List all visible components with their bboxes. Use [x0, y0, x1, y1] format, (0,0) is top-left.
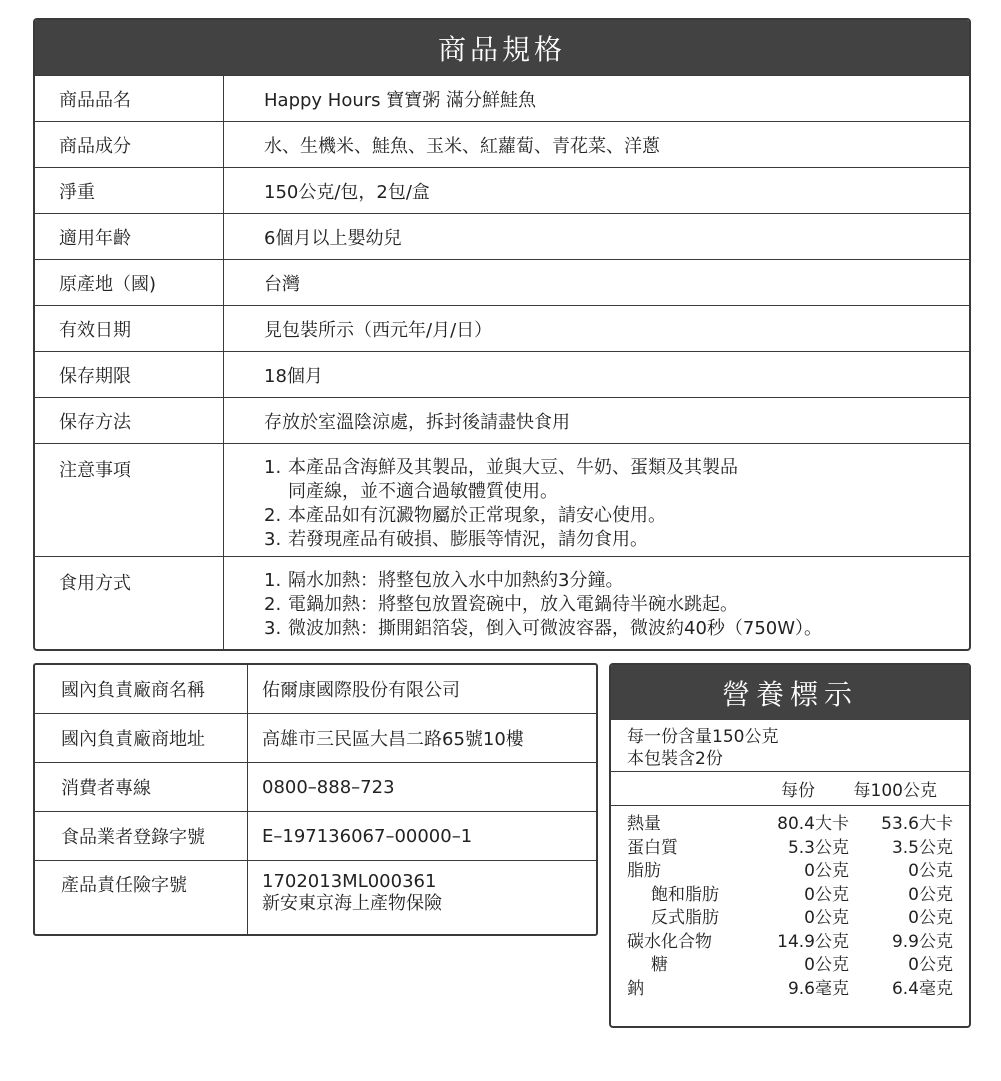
spec-label: 注意事項	[35, 444, 224, 556]
spec-row-age	[35, 213, 969, 259]
nutrition-serving-info	[611, 720, 969, 772]
nutrition-rows	[611, 806, 969, 998]
spec-value: 水、生機米、鮭魚、玉米、紅蘿蔔、青花菜、洋蔥	[264, 135, 660, 157]
list-number: 3.	[264, 618, 282, 639]
per-serving-value: 0公克	[804, 884, 849, 905]
list-text: 隔水加熱：將整包放入水中加熱約3分鐘。	[288, 570, 624, 591]
notes-list	[224, 444, 969, 556]
spec-table	[33, 18, 971, 651]
nutrition-row	[611, 881, 969, 905]
spec-label: 食用方式	[35, 557, 224, 649]
importer-table	[33, 663, 598, 936]
spec-value: Happy Hours 寶寶粥 滿分鮮鮭魚	[264, 89, 536, 111]
importer-row-name	[35, 665, 596, 713]
spec-row-usage	[35, 556, 969, 649]
spec-value: 18個月	[264, 365, 323, 387]
nutrition-title: 營養標示	[611, 665, 969, 720]
list-text: 微波加熱：撕開鋁箔袋，倒入可微波容器，微波約40秒（750W）。	[288, 618, 823, 639]
list-number: 1.	[264, 457, 282, 478]
per-100g-value: 0公克	[908, 861, 953, 882]
nutrition-row	[611, 810, 969, 834]
column-per-100g: 每100公克	[853, 781, 937, 801]
nutrient-name: 脂肪	[627, 861, 661, 882]
list-number: 3.	[264, 529, 282, 550]
spec-label: 適用年齡	[35, 214, 224, 259]
importer-value	[248, 861, 596, 934]
list-number: 1.	[264, 570, 282, 591]
insurance-company: 新安東京海上產物保險	[262, 893, 442, 914]
spec-value: 見包裝所示（西元年/月/日）	[264, 319, 493, 341]
list-item	[264, 528, 738, 552]
importer-row-address	[35, 713, 596, 762]
list-text: 若發現產品有破損、膨脹等情況，請勿食用。	[288, 529, 648, 550]
serving-size: 每一份含量150公克	[627, 727, 779, 747]
per-serving-value: 14.9公克	[777, 931, 849, 952]
servings-per-pack: 本包裝含2份	[627, 749, 723, 769]
spec-value: 6個月以上嬰幼兒	[264, 227, 402, 249]
nutrient-name: 熱量	[627, 814, 661, 835]
spec-value: 150公克/包，2包/盒	[264, 181, 430, 203]
list-item	[264, 569, 822, 593]
per-100g-value: 9.9公克	[891, 931, 953, 952]
insurance-number: 1702013ML000361	[262, 871, 437, 892]
spec-label: 有效日期	[35, 306, 224, 351]
spec-row-expiry	[35, 305, 969, 351]
nutrition-column-headers	[611, 772, 969, 806]
importer-label: 消費者專線	[35, 763, 248, 811]
list-item	[264, 504, 738, 528]
nutrient-name: 鈉	[627, 978, 644, 999]
nutrient-name: 飽和脂肪	[651, 884, 719, 905]
nutrient-name: 碳水化合物	[627, 931, 712, 952]
nutrition-row	[611, 975, 969, 999]
importer-label: 食品業者登錄字號	[35, 812, 248, 860]
list-number: 2.	[264, 505, 282, 526]
spec-value: 台灣	[264, 273, 300, 295]
nutrition-row	[611, 928, 969, 952]
nutrient-name: 糖	[651, 955, 668, 976]
spec-row-notes	[35, 443, 969, 556]
column-per-serving: 每份	[781, 781, 815, 801]
spec-row-storage	[35, 397, 969, 443]
spec-label: 原產地（國)	[35, 260, 224, 305]
spec-row-name	[35, 75, 969, 121]
per-100g-value: 0公克	[908, 884, 953, 905]
importer-label: 國內負責廠商名稱	[35, 665, 248, 713]
per-100g-value: 3.5公克	[891, 837, 953, 858]
per-serving-value: 0公克	[804, 908, 849, 929]
per-100g-value: 0公克	[908, 908, 953, 929]
nutrition-row	[611, 834, 969, 858]
spec-label: 商品品名	[35, 76, 224, 121]
spec-title: 商品規格	[35, 20, 969, 75]
spec-label: 保存期限	[35, 352, 224, 397]
spec-label: 淨重	[35, 168, 224, 213]
list-text: 本產品如有沉澱物屬於正常現象，請安心使用。	[288, 505, 666, 526]
nutrient-name: 反式脂肪	[651, 908, 719, 929]
nutrient-name: 蛋白質	[627, 837, 678, 858]
importer-row-registration	[35, 811, 596, 860]
spec-row-shelf-life	[35, 351, 969, 397]
nutrition-row	[611, 857, 969, 881]
notes-block	[264, 456, 738, 552]
per-serving-value: 9.6毫克	[787, 978, 849, 999]
spec-row-origin	[35, 259, 969, 305]
nutrition-row	[611, 904, 969, 928]
list-number: 2.	[264, 594, 282, 615]
importer-row-hotline	[35, 762, 596, 811]
spec-label: 商品成分	[35, 122, 224, 167]
per-100g-value: 6.4毫克	[891, 978, 953, 999]
importer-label: 國內負責廠商地址	[35, 714, 248, 762]
per-serving-value: 80.4大卡	[777, 814, 849, 835]
per-serving-value: 0公克	[804, 861, 849, 882]
list-text: 同產線，並不適合過敏體質使用。	[288, 481, 558, 502]
importer-value: E–197136067–00000–1	[262, 825, 473, 847]
importer-label: 產品責任險字號	[35, 861, 248, 934]
nutrition-row	[611, 951, 969, 975]
importer-value: 高雄市三民區大昌二路65號10樓	[262, 729, 524, 750]
list-text: 電鍋加熱：將整包放置瓷碗中，放入電鍋待半碗水跳起。	[288, 594, 738, 615]
spec-row-ingredients	[35, 121, 969, 167]
importer-value: 0800–888–723	[262, 776, 395, 798]
list-item	[264, 456, 738, 504]
spec-row-net-weight	[35, 167, 969, 213]
per-100g-value: 0公克	[908, 955, 953, 976]
spec-label: 保存方法	[35, 398, 224, 443]
list-item	[264, 593, 822, 617]
per-serving-value: 0公克	[804, 955, 849, 976]
usage-block	[264, 569, 822, 641]
list-text: 本產品含海鮮及其製品，並與大豆、牛奶、蛋類及其製品	[288, 457, 738, 478]
usage-list	[224, 557, 969, 649]
spec-value: 存放於室溫陰涼處，拆封後請盡快食用	[264, 411, 570, 433]
list-item	[264, 617, 822, 641]
importer-value: 佑爾康國際股份有限公司	[262, 680, 460, 701]
nutrition-panel	[609, 663, 971, 1028]
importer-row-insurance	[35, 860, 596, 934]
per-serving-value: 5.3公克	[787, 837, 849, 858]
per-100g-value: 53.6大卡	[881, 814, 953, 835]
